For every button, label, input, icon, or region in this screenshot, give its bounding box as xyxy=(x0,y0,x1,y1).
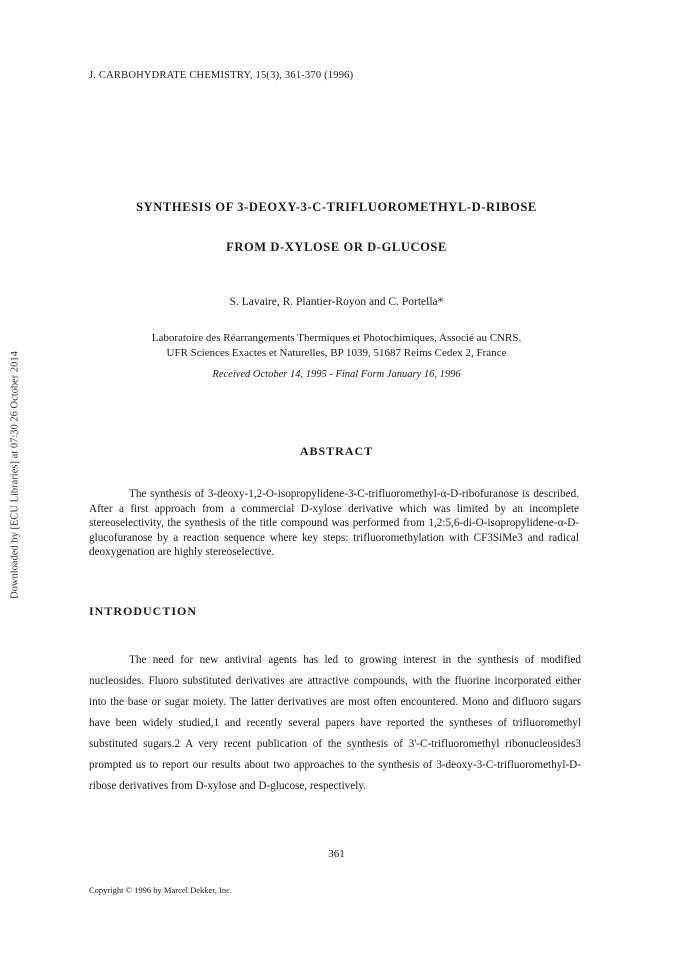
paper-title-line-2: FROM D-XYLOSE OR D-GLUCOSE xyxy=(226,240,447,254)
affiliation-line-1: Laboratoire des Réarrangements Thermiques et Photochimiques, Associé au CNRS. xyxy=(151,332,522,344)
journal-citation: J. CARBOHYDRATE CHEMISTRY, 15(3), 361-370 (1996) xyxy=(89,70,354,81)
paper-title-line-1: SYNTHESIS OF 3-DEOXY-3-C-TRIFLUOROMETHYL-D-RIBOSE xyxy=(136,200,537,214)
author-list: S. Lavaire, R. Plantier-Royon and C. Portella* xyxy=(229,296,444,308)
introduction-text xyxy=(89,650,581,797)
download-watermark-text: Downloaded by [ECU Libraries] at 07:30 26 October 2014 xyxy=(9,351,21,599)
introduction-paragraph: The need for new antiviral agents has led to growing interest in the synthesis of modified nucleosides. Fluoro substituted derivatives are attractive compounds, with the fluorine incorporated either into the base or sugar moiety. The latter derivatives are most often encountered. Mono and difluoro sugars have been widely studied,1 and recently several papers have reported the syntheses of trifluoromethyl substituted sugars.2 A very recent publication of the synthesis of 3'-C-trifluoromethyl ribonucleosides3 prompted us to report our results about two approaches to the synthesis of 3-deoxy-3-C-trifluoromethyl-D-ribose derivatives from D-xylose and D-glucose, respectively. xyxy=(89,654,581,792)
abstract-text xyxy=(89,487,579,560)
introduction-heading: INTRODUCTION xyxy=(89,604,198,618)
abstract-heading: ABSTRACT xyxy=(299,444,374,458)
page-number: 361 xyxy=(328,848,345,860)
affiliation xyxy=(0,331,673,361)
received-dates: Received October 14, 1995 - Final Form January 16, 1996 xyxy=(212,369,461,380)
copyright-notice: Copyright © 1996 by Marcel Dekker, Inc. xyxy=(89,885,233,895)
abstract-paragraph: The synthesis of 3-deoxy-1,2-O-isopropylidene-3-C-trifluoromethyl-α-D-ribofuranose is described. After a first approach from a commercial D-xylose derivative which was limited by an incomplete stereoselectivity, the synthesis of the title compound was performed from 1,2:5,6-di-O-isopropylidene-α-D-glucofuranose by a reaction sequence where key steps: trifluoromethylation with CF3SiMe3 and radical deoxygenation are highly stereoselective. xyxy=(89,488,579,559)
affiliation-line-2: UFR Sciences Exactes et Naturelles, BP 1039, 51687 Reims Cedex 2, France xyxy=(166,347,507,359)
